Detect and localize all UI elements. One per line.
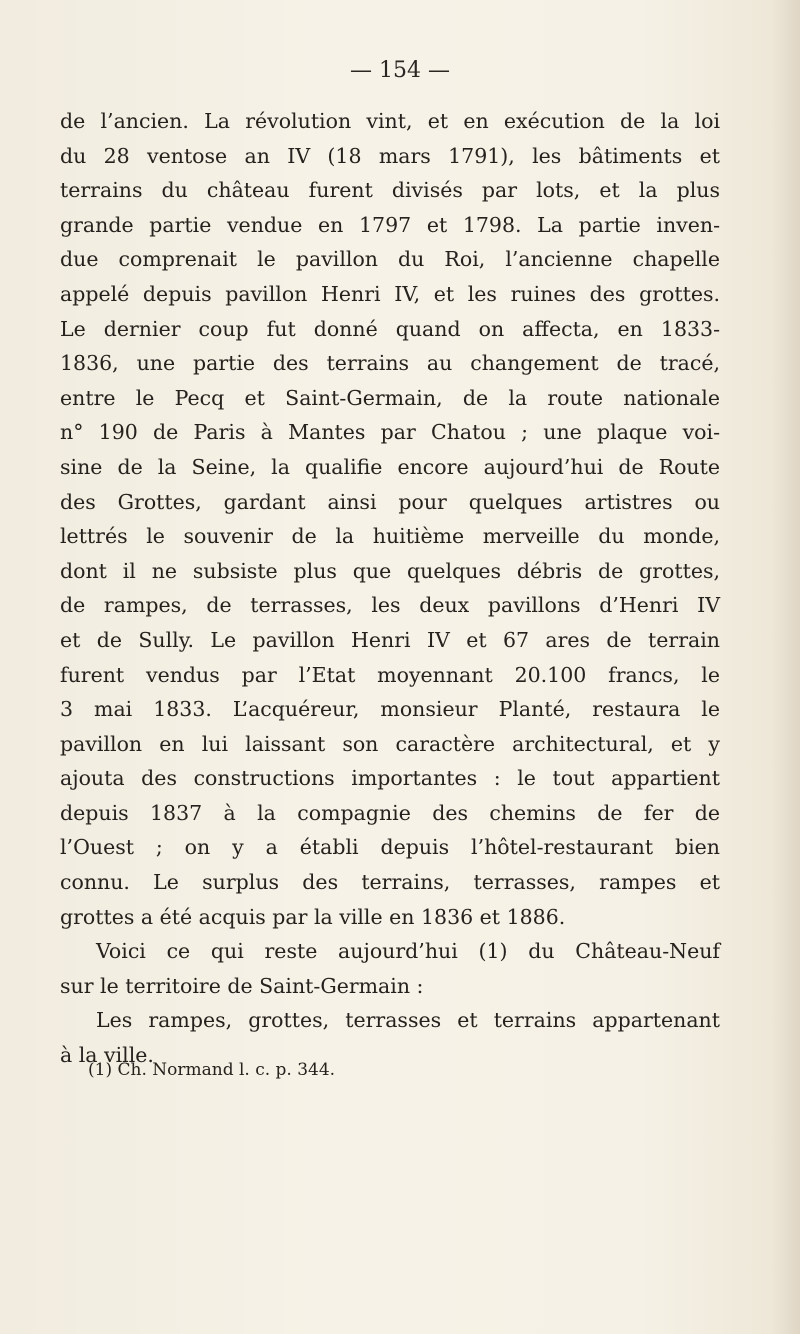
- text-line: Voici ce qui reste aujourd’hui (1) du Château-Neuf: [96, 939, 720, 964]
- text-line: à la ville.: [60, 1043, 154, 1068]
- text-line: due comprenait le pavillon du Roi, l’ancienne chapelle: [60, 247, 720, 272]
- text-line: dont il ne subsiste plus que quelques débris de grottes,: [60, 558, 720, 583]
- text-line: de l’ancien. La révolution vint, et en exécution de la loi: [60, 109, 720, 133]
- text-line: connu. Le surplus des terrains, terrasses, rampes et: [60, 870, 720, 895]
- text-line: pavillon en lui laissant son caractère architectural, et y: [60, 731, 720, 756]
- text-line: des Grottes, gardant ainsi pour quelques artistres ou: [60, 489, 720, 514]
- text-line: furent vendus par l’Etat moyennant 20.100 francs, le: [60, 662, 720, 687]
- text-line: Le dernier coup fut donné quand on affecta, en 1833-: [60, 316, 720, 341]
- text-line: 1836, une partie des terrains au changement de tracé,: [60, 351, 720, 376]
- text-line: grottes a été acquis par la ville en 1836 et 1886.: [60, 904, 566, 929]
- text-line: terrains du château furent divisés par lots, et la plus: [60, 178, 720, 203]
- footnote: (1) Ch. Normand l. c. p. 344.: [88, 1060, 336, 1080]
- text-line: de rampes, de terrasses, les deux pavillons d’Henri IV: [60, 593, 720, 618]
- text-line: du 28 ventose an IV (18 mars 1791), les bâtiments et: [60, 143, 720, 168]
- body-text: [60, 104, 720, 1073]
- text-line: et de Sully. Le pavillon Henri IV et 67 ares de terrain: [60, 627, 720, 652]
- text-line: Les rampes, grottes, terrasses et terrains appartenant: [96, 1008, 720, 1033]
- page-edge-shadow: [770, 0, 800, 1334]
- text-line: l’Ouest ; on y a établi depuis l’hôtel-restaurant bien: [60, 835, 720, 860]
- text-line: ajouta des constructions importantes : le tout appartient: [60, 766, 720, 791]
- page-number: — 154 —: [350, 58, 450, 83]
- text-line: sine de la Seine, la qualifie encore aujourd’hui de Route: [60, 454, 720, 479]
- text-line: grande partie vendue en 1797 et 1798. La partie inven-: [60, 212, 720, 237]
- text-line: n° 190 de Paris à Mantes par Chatou ; une plaque voi-: [60, 420, 720, 445]
- text-line: sur le territoire de Saint-Germain :: [60, 973, 424, 998]
- text-line: entre le Pecq et Saint-Germain, de la route nationale: [60, 385, 720, 410]
- text-line: depuis 1837 à la compagnie des chemins de fer de: [60, 800, 720, 825]
- text-line: 3 mai 1833. L’acquéreur, monsieur Planté, restaura le: [60, 697, 720, 722]
- text-line: lettrés le souvenir de la huitième merveille du monde,: [60, 524, 720, 549]
- text-line: appelé depuis pavillon Henri IV, et les ruines des grottes.: [60, 281, 720, 306]
